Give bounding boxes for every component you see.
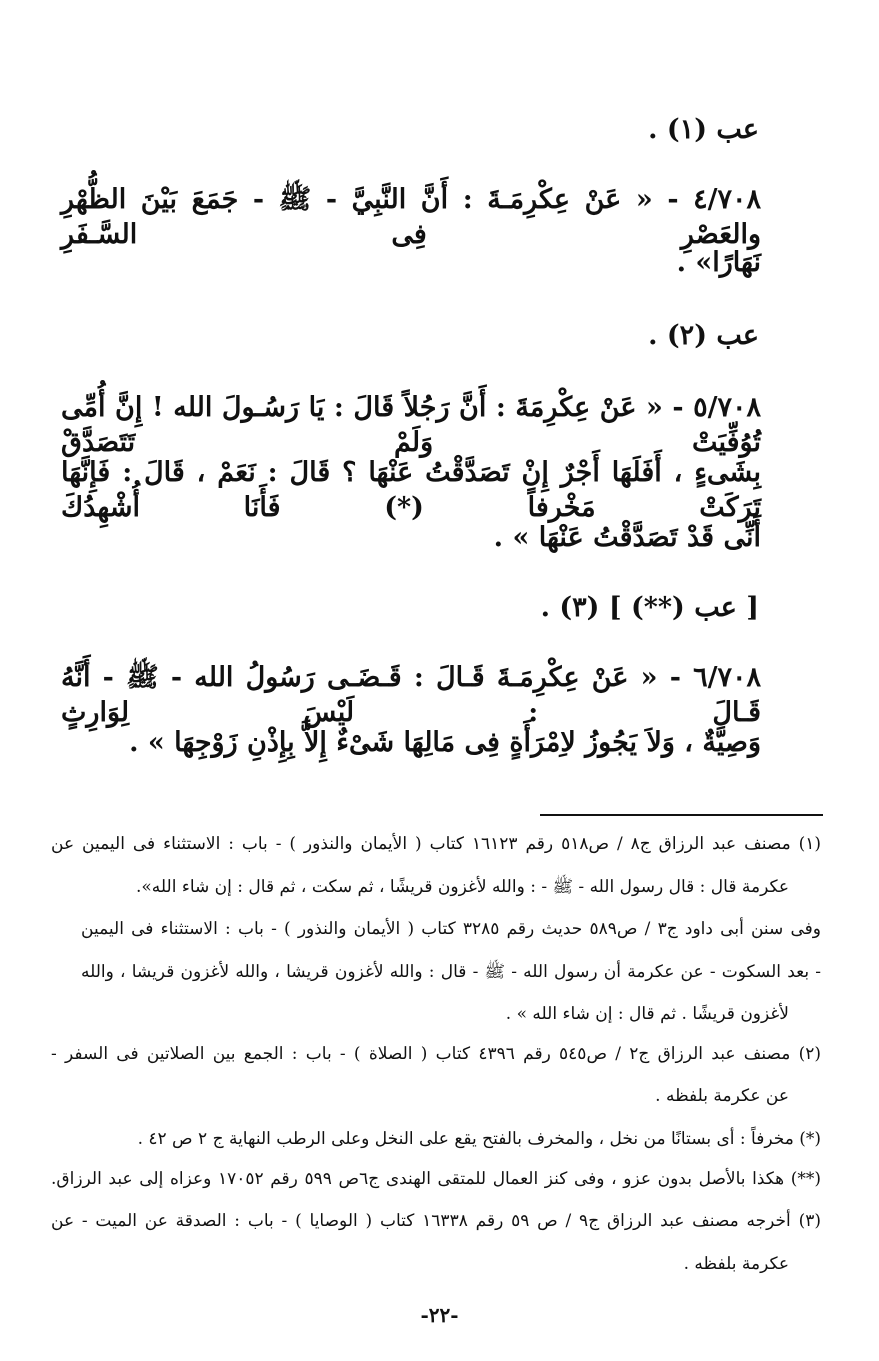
main-line-6: بِشَىءٍ ، أَفَلَهَا أَجْرٌ إِنْ تَصَدَّقْتُ عَنْهَا ؟ قَالَ : نَعَمْ ، قَالَ : فَإِنَّهَا تَرَكَتْ مَخْرفاً (*) فَأَنَا أُشْهِدُكَ bbox=[61, 457, 761, 524]
main-line-3: نَهَارًا» . bbox=[676, 247, 761, 278]
page-number: -٢٢- bbox=[420, 1303, 459, 1327]
footnote-line-8: (*) مخرفاً : أى بستانًا من نخل ، والمخرف بالفتح يقع على النخل وعلى الرطب النهاية ج ٢ ص ٤٢ . bbox=[137, 1129, 821, 1149]
footnote-line-5: لأغزون قريشًا . ثم قال : إن شاء الله » . bbox=[505, 1004, 789, 1024]
footnote-line-1: (١) مصنف عبد الرزاق ج٨ / ص٥١٨ رقم ١٦١٢٣ كتاب ( الأيمان والنذور ) - باب : الاستثناء فى اليمين عن bbox=[51, 834, 822, 854]
footnote-line-11: عكرمة بلفظه . bbox=[683, 1254, 789, 1274]
footnote-line-3: وفى سنن أبى داود ج٣ / ص٥٨٩ حديث رقم ٣٢٨٥ كتاب ( الأيمان والنذور ) - باب : الاستثناء فى اليمين bbox=[81, 919, 822, 939]
footnote-line-2: عكرمة قال : قال رسول الله - ﷺ - : والله لأغزون قريشًا ، ثم سكت ، ثم قال : إن شاء الله». bbox=[136, 877, 789, 897]
main-line-1: عب (١) . bbox=[648, 114, 759, 145]
main-line-4: عب (٢) . bbox=[648, 320, 759, 351]
main-line-7: أَنِّى قَدْ تَصَدَّقْتُ عَنْهَا » . bbox=[493, 522, 761, 553]
main-line-8: [ عب (**) ] (٣) . bbox=[540, 592, 759, 623]
footnote-line-6: (٢) مصنف عبد الرزاق ج٢ / ص٥٤٥ رقم ٤٣٩٦ كتاب ( الصلاة ) - باب : الجمع بين الصلاتين فى السفر - bbox=[51, 1044, 821, 1064]
footnote-line-4: - بعد السكوت - عن عكرمة أن رسول الله - ﷺ - قال : والله لأغزون قريشا ، والله لأغزون قريشا ، والله bbox=[81, 962, 821, 982]
footnote-line-7: عن عكرمة بلفظه . bbox=[655, 1086, 789, 1106]
main-line-5: ٥/٧٠٨ - « عَنْ عِكْرِمَةَ : أَنَّ رَجُلاً قَالَ : يَا رَسُـولَ الله ! إِنَّ أُمِّى تُوُفِّيَتْ وَلَمْ تَتَصَدَّقْ bbox=[61, 392, 761, 459]
main-line-2: ٤/٧٠٨ - « عَنْ عِكْرِمَـةَ : أَنَّ النَّبِيَّ - ﷺ - جَمَعَ بَيْنَ الظُّهْرِ والعَصْرِ فِى السَّـفَرِ bbox=[61, 184, 761, 251]
main-line-10: وَصِيَّةٌ ، وَلاَ يَجُوزُ لاِمْرَأَةٍ فِى مَالِهَا شَىْءٌ إِلاَّ بِإِذْنِ زَوْجِهَا » . bbox=[129, 727, 761, 758]
footnote-line-10: (٣) أخرجه مصنف عبد الرزاق ج٩ / ص ٥٩ رقم ١٦٣٣٨ كتاب ( الوصايا ) - باب : الصدقة عن الميت - عن bbox=[51, 1211, 821, 1231]
main-line-9: ٦/٧٠٨ - « عَنْ عِكْرِمَـةَ قَـالَ : قَـضَـى رَسُولُ الله - ﷺ - أَنَّهُ قَـالَ : لَيْسَ لِوَارِثٍ bbox=[61, 662, 761, 729]
footnote-separator bbox=[540, 814, 823, 816]
footnote-line-9: (**) هكذا بالأصل بدون عزو ، وفى كنز العمال للمتقى الهندى ج٦ص ٥٩٩ رقم ١٧٠٥٢ وعزاه إلى عبد الرزاق. bbox=[51, 1169, 821, 1189]
